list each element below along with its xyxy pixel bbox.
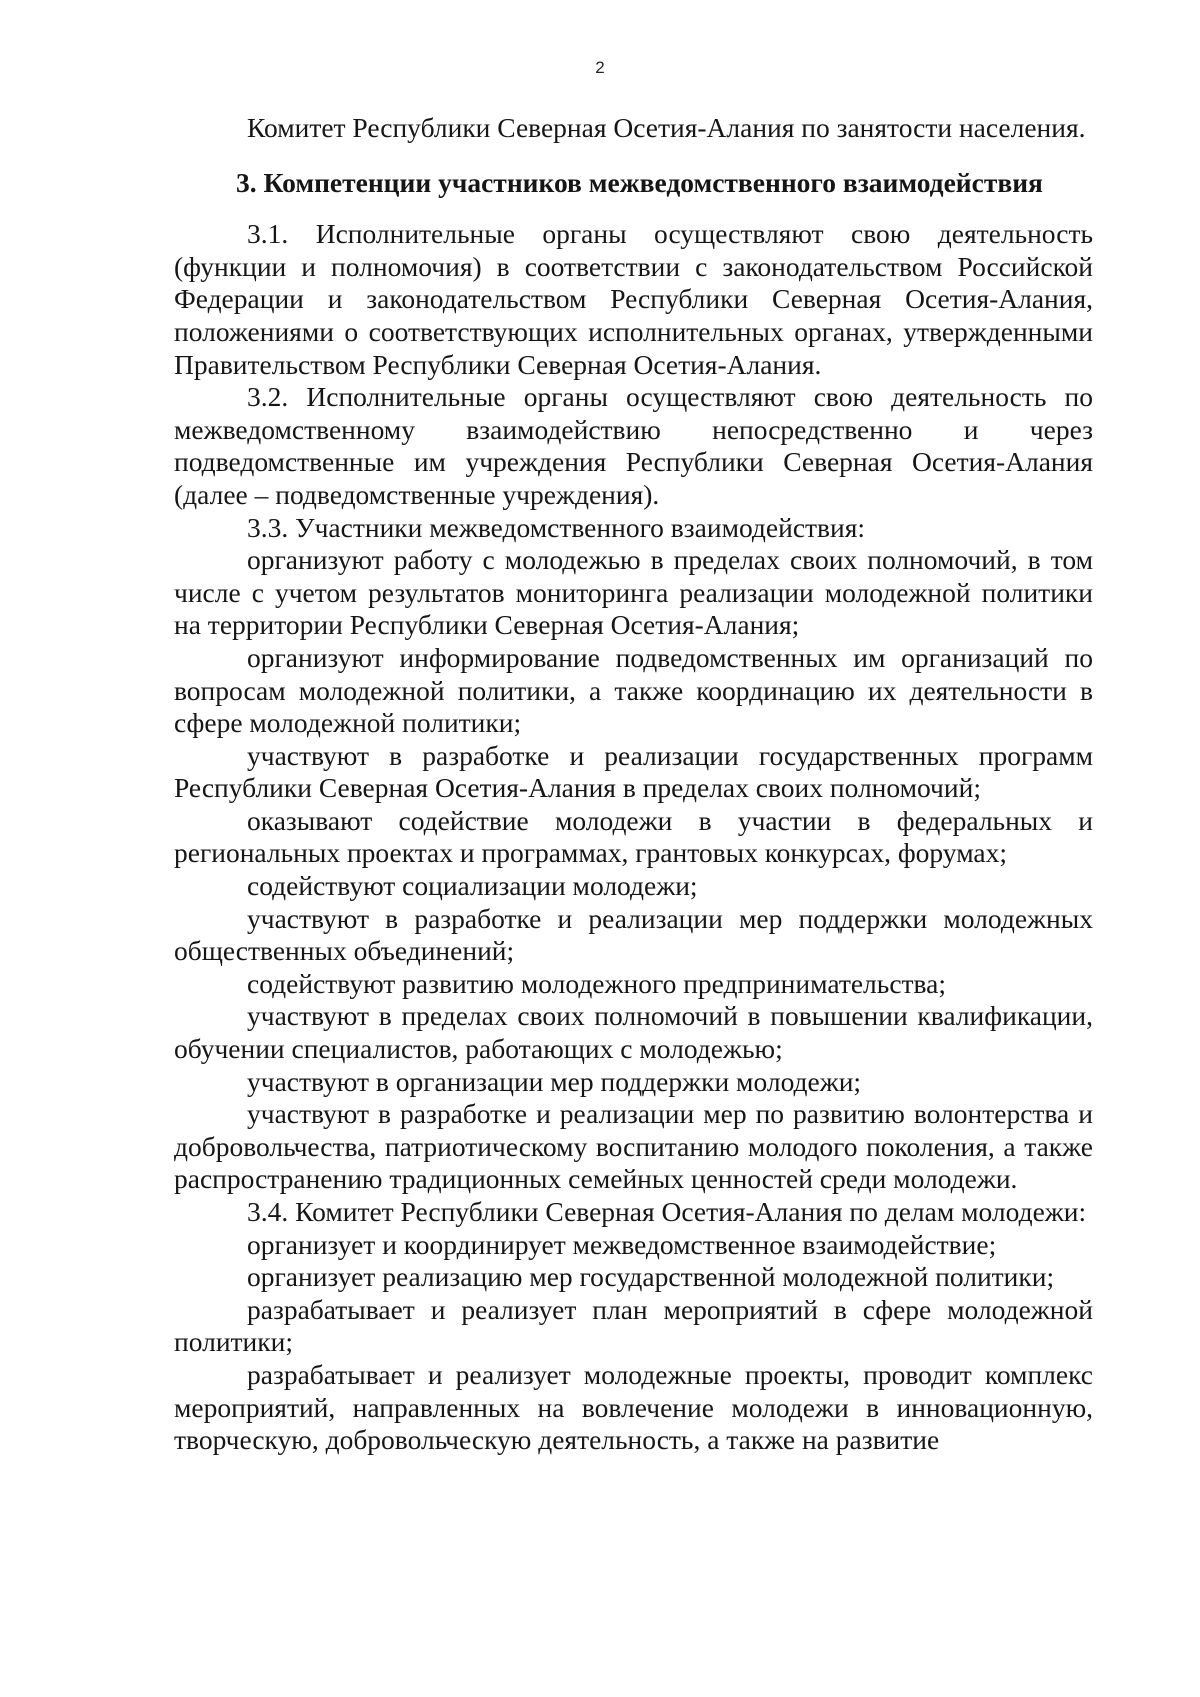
list-item: организует реализацию мер государственной молодежной политики; <box>247 1261 1055 1293</box>
paragraph-3-1: 3.1. Исполнительные органы осуществляют свою деятельность (функции и полномочия) в соответствии с законодательством Российской Федерации и законодательством Республики Северная Осетия-Алания, положениями о соответствующих исполнительных органах, утвержденными Правительством Республики Северная Осетия-Алания. <box>174 218 1093 380</box>
list-item: организуют информирование подведомственных им организаций по вопросам молодежной политики, а также координацию их деятельности в сфере молодежной политики; <box>174 641 1093 739</box>
list-item: участвуют в организации мер поддержки молодежи; <box>247 1065 862 1097</box>
paragraph-3-2: 3.2. Исполнительные органы осуществляют свою деятельность по межведомственному взаимодействию непосредственно и через подведомственные им учреждения Республики Северная Осетия-Алания (далее – подведомственные учреждения). <box>174 381 1093 510</box>
list-item: оказывают содействие молодежи в участии в федеральных и региональных проектах и программах, грантовых конкурсах, форумах; <box>174 804 1093 869</box>
list-item: содействуют развитию молодежного предпринимательства; <box>247 967 947 999</box>
paragraph-3-4: 3.4. Комитет Республики Северная Осетия-Алания по делам молодежи: <box>247 1196 1087 1227</box>
list-item: содействуют социализации молодежи; <box>247 870 698 902</box>
list-item: участвуют в разработке и реализации государственных программ Республики Северная Осетия-Алания в пределах своих полномочий; <box>174 739 1093 804</box>
list-item: разрабатывает и реализует молодежные проекты, проводит комплекс мероприятий, направленных на вовлечение молодежи в инновационную, творческую, добровольческую деятельность, а также на развитие <box>174 1358 1093 1456</box>
list-item: организуют работу с молодежью в пределах своих полномочий, в том числе с учетом результатов мониторинга реализации молодежной политики на территории Республики Северная Осетия-Алания; <box>174 544 1093 641</box>
list-item: разрабатывает и реализует план мероприятий в сфере молодежной политики; <box>174 1293 1093 1358</box>
section-heading: 3. Компетенции участников межведомственного взаимодействия <box>236 166 1043 198</box>
list-item: участвуют в разработке и реализации мер по развитию волонтерства и добровольчества, патриотическому воспитанию молодого поколения, а также распространению традиционных семейных ценностей среди молодежи. <box>174 1098 1093 1195</box>
document-body <box>174 112 1093 1457</box>
page-number: 2 <box>595 58 605 77</box>
list-item: организует и координирует межведомственное взаимодействие; <box>247 1228 997 1260</box>
paragraph-3-3: 3.3. Участники межведомственного взаимодействия: <box>247 511 866 543</box>
intro-paragraph: Комитет Республики Северная Осетия-Алания по занятости населения. <box>247 112 1086 143</box>
list-item: участвуют в разработке и реализации мер поддержки молодежных общественных объединений; <box>174 902 1093 967</box>
list-item: участвуют в пределах своих полномочий в повышении квалификации, обучении специалистов, работающих с молодежью; <box>174 1000 1093 1065</box>
